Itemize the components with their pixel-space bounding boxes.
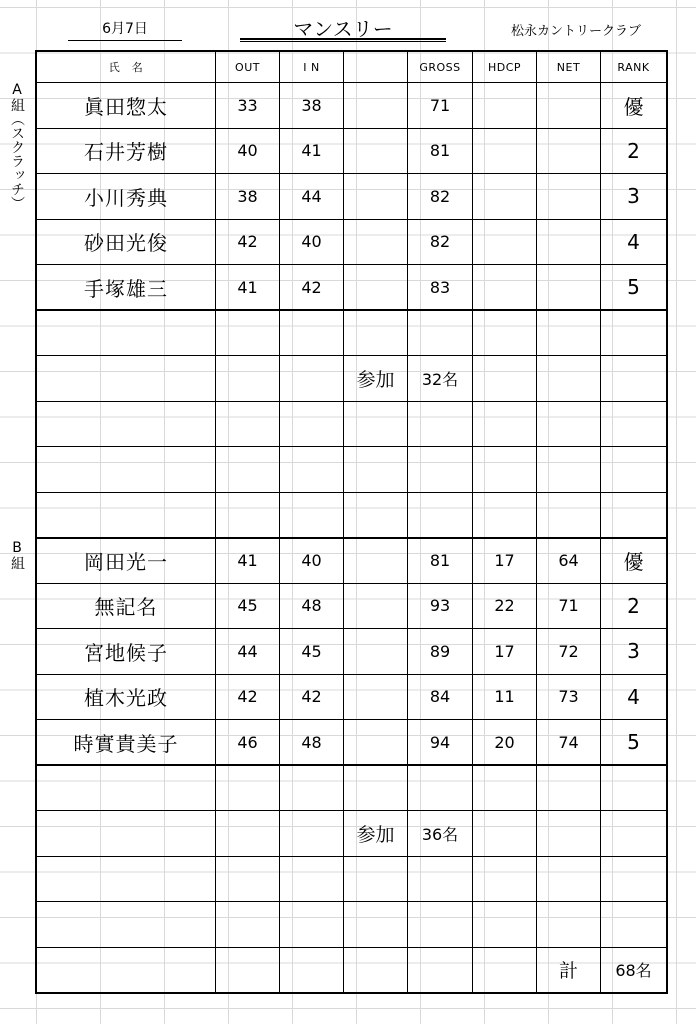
table-row — [37, 538, 667, 584]
empty-row — [37, 856, 667, 902]
hdcp-value — [473, 219, 537, 265]
participation-label: 参加 — [344, 811, 408, 857]
club-name: 松永カントリークラブ — [510, 24, 641, 39]
player-name: 砂田光俊 — [37, 219, 216, 265]
player-name: 小川秀典 — [37, 174, 216, 220]
player-name: 無記名 — [37, 583, 216, 629]
out-score: 40 — [216, 128, 280, 174]
hdcp-value: 17 — [473, 538, 537, 584]
gross-score: 81 — [408, 128, 473, 174]
col-out-header: OUT — [216, 52, 280, 83]
in-score: 40 — [280, 219, 344, 265]
rank-value: 5 — [601, 265, 667, 311]
out-score: 33 — [216, 83, 280, 129]
table-row — [37, 265, 667, 311]
group-a-label: A組（スクラッチ） — [9, 82, 25, 210]
blank-cell — [344, 583, 408, 629]
hdcp-value: 11 — [473, 674, 537, 720]
rank-value: 5 — [601, 720, 667, 766]
player-name: 時實貴美子 — [37, 720, 216, 766]
gross-score: 93 — [408, 583, 473, 629]
total-row — [37, 947, 667, 993]
rank-value: 3 — [601, 174, 667, 220]
out-score: 41 — [216, 538, 280, 584]
col-rank-header: RANK — [601, 52, 667, 83]
net-score — [537, 83, 601, 129]
in-score: 42 — [280, 265, 344, 311]
out-score: 44 — [216, 629, 280, 675]
table-row — [37, 629, 667, 675]
gross-score: 71 — [408, 83, 473, 129]
blank-cell — [344, 629, 408, 675]
total-count: 68名 — [601, 947, 667, 993]
blank-cell — [344, 83, 408, 129]
player-name: 植木光政 — [37, 674, 216, 720]
title-underline — [240, 38, 446, 42]
net-score — [537, 265, 601, 311]
hdcp-value: 22 — [473, 583, 537, 629]
rank-value: 3 — [601, 629, 667, 675]
table-row — [37, 83, 667, 129]
out-score: 38 — [216, 174, 280, 220]
gross-score: 81 — [408, 538, 473, 584]
in-score: 41 — [280, 128, 344, 174]
col-in-header: I N — [280, 52, 344, 83]
in-score: 42 — [280, 674, 344, 720]
net-score — [537, 128, 601, 174]
rank-value: 4 — [601, 219, 667, 265]
participation-count: 36名 — [408, 811, 473, 857]
player-name: 宮地候子 — [37, 629, 216, 675]
out-score: 42 — [216, 219, 280, 265]
in-score: 45 — [280, 629, 344, 675]
col-net-header: NET — [537, 52, 601, 83]
group-b-label: B組 — [9, 540, 25, 570]
net-score: 71 — [537, 583, 601, 629]
empty-row — [37, 492, 667, 538]
net-score: 74 — [537, 720, 601, 766]
gross-score: 82 — [408, 174, 473, 220]
table-row — [37, 583, 667, 629]
rank-value: 優 — [601, 538, 667, 584]
participation-row-a — [37, 356, 667, 402]
hdcp-value: 20 — [473, 720, 537, 766]
in-score: 48 — [280, 720, 344, 766]
out-score: 41 — [216, 265, 280, 311]
participation-row-b — [37, 811, 667, 857]
out-score: 42 — [216, 674, 280, 720]
results-table — [36, 51, 667, 993]
player-name: 石井芳樹 — [37, 128, 216, 174]
hdcp-value — [473, 174, 537, 220]
col-hdcp-header: HDCP — [473, 52, 537, 83]
player-name: 岡田光一 — [37, 538, 216, 584]
date-label: 6月7日 — [68, 18, 182, 41]
participation-label: 参加 — [344, 356, 408, 402]
empty-row — [37, 447, 667, 493]
header-row — [37, 52, 667, 83]
table-row — [37, 174, 667, 220]
blank-cell — [344, 538, 408, 584]
out-score: 45 — [216, 583, 280, 629]
gross-score: 82 — [408, 219, 473, 265]
hdcp-value: 17 — [473, 629, 537, 675]
empty-row — [37, 902, 667, 948]
rank-value: 2 — [601, 583, 667, 629]
hdcp-value — [473, 83, 537, 129]
rank-value: 優 — [601, 83, 667, 129]
col-gross-header: GROSS — [408, 52, 473, 83]
blank-cell — [344, 174, 408, 220]
net-score — [537, 174, 601, 220]
in-score: 44 — [280, 174, 344, 220]
table-row — [37, 128, 667, 174]
net-score: 73 — [537, 674, 601, 720]
out-score: 46 — [216, 720, 280, 766]
blank-cell — [344, 265, 408, 311]
net-score: 64 — [537, 538, 601, 584]
total-label: 計 — [537, 947, 601, 993]
hdcp-value — [473, 128, 537, 174]
page-title: マンスリー — [293, 17, 393, 41]
rank-value: 2 — [601, 128, 667, 174]
net-score — [537, 219, 601, 265]
table-row — [37, 219, 667, 265]
player-name: 眞田惣太 — [37, 83, 216, 129]
col-blank-header — [344, 52, 408, 83]
participation-count: 32名 — [408, 356, 473, 402]
col-name-header: 氏 名 — [37, 52, 216, 83]
empty-row — [37, 401, 667, 447]
blank-cell — [344, 219, 408, 265]
in-score: 48 — [280, 583, 344, 629]
gross-score: 84 — [408, 674, 473, 720]
player-name: 手塚雄三 — [37, 265, 216, 311]
in-score: 38 — [280, 83, 344, 129]
gross-score: 89 — [408, 629, 473, 675]
hdcp-value — [473, 265, 537, 311]
net-score: 72 — [537, 629, 601, 675]
rank-value: 4 — [601, 674, 667, 720]
blank-cell — [344, 720, 408, 766]
empty-row — [37, 765, 667, 811]
empty-row — [37, 310, 667, 356]
table-row — [37, 720, 667, 766]
blank-cell — [344, 128, 408, 174]
blank-cell — [344, 674, 408, 720]
gross-score: 83 — [408, 265, 473, 311]
in-score: 40 — [280, 538, 344, 584]
gross-score: 94 — [408, 720, 473, 766]
table-row — [37, 674, 667, 720]
